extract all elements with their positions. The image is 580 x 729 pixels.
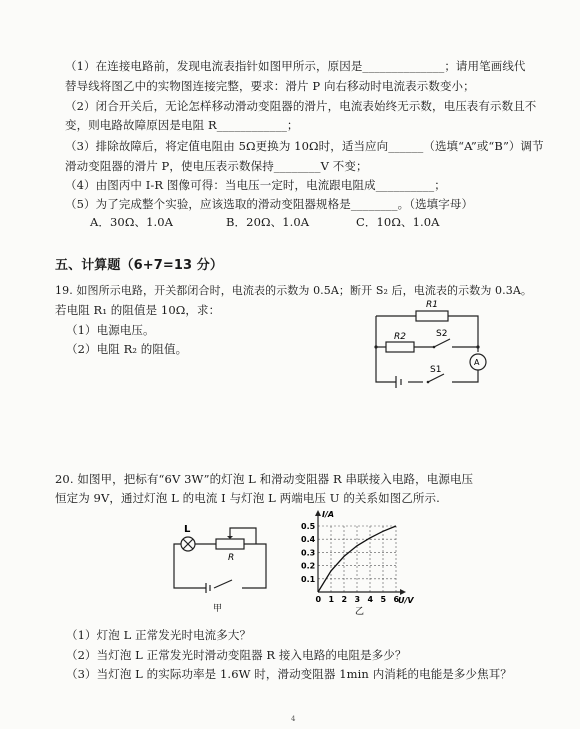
- rheostat: [216, 539, 244, 549]
- y-tick-label: 0.3: [301, 548, 316, 558]
- x-tick-label: 0: [315, 595, 322, 604]
- s2-label: S2: [436, 329, 448, 339]
- q-prev-line-1: （1）在连接电路前，发现电流表指针如图甲所示，原因是______________；请用笔画线代: [65, 59, 526, 73]
- ammeter-label: A: [474, 358, 480, 367]
- jia-switch: [214, 580, 232, 588]
- s1-switch: [428, 374, 444, 382]
- yi-caption: 乙: [355, 607, 365, 617]
- jia-caption: 甲: [213, 604, 223, 614]
- y-tick-label: 0.4: [301, 535, 316, 545]
- option-c: C．10Ω、1.0A: [356, 215, 440, 229]
- x-axis-label: U/V: [398, 596, 414, 605]
- option-a: A．30Ω、1.0A: [90, 215, 174, 229]
- q20-part-2: （2）当灯泡 L 正常发光时滑动变阻器 R 接入电路的电阻是多少？: [66, 648, 407, 662]
- q-prev-line-5: （3）排除故障后，将定值电阻由 5Ω更换为 10Ω时，适当应向______（选填“A”或“B”）调节: [65, 139, 544, 153]
- q19-part-1: （1）电源电压。: [66, 323, 155, 337]
- x-tick-label: 3: [354, 595, 361, 604]
- x-tick-label: 5: [380, 595, 387, 604]
- page-mark: 4: [291, 715, 296, 723]
- q20-part-1: （1）灯泡 L 正常发光时电流多大？: [66, 628, 252, 642]
- q19-line-2: 若电阻 R₁ 的阻值是 10Ω，求：: [55, 303, 221, 317]
- q-prev-line-2: 替导线将图乙中的实物图连接完整，要求：滑片 P 向右移动时电流表示数变小；: [65, 79, 475, 93]
- q19-circuit-diagram: [368, 292, 498, 392]
- section-title: 五、计算题（6+7=13 分）: [55, 258, 223, 273]
- x-tick-label: 1: [328, 595, 335, 604]
- r1-label: R1: [426, 300, 438, 310]
- r1-resistor: [416, 311, 448, 321]
- q20-part-3: （3）当灯泡 L 的实际功率是 1.6W 时，滑动变阻器 1min 内消耗的电能是多少焦耳？: [66, 667, 512, 681]
- s1-label: S1: [430, 365, 442, 375]
- q-prev-line-7: （4）由图丙中 I-R 图像可得：当电压一定时，电流跟电阻成__________；: [65, 178, 446, 192]
- q20-line-2: 恒定为 9V，通过灯泡 L 的电流 I 与灯泡 L 两端电压 U 的关系如图乙所示.: [55, 491, 440, 505]
- r2-resistor: [386, 342, 414, 352]
- s2-switch: [434, 339, 450, 347]
- y-tick-label: 0.2: [301, 561, 316, 571]
- lamp-label: L: [184, 524, 191, 535]
- option-b: B．20Ω、1.0A: [226, 215, 310, 229]
- q19-part-2: （2）电阻 R₂ 的阻值。: [66, 342, 188, 356]
- q20-line-1: 20. 如图甲，把标有“6V 3W”的灯泡 L 和滑动变阻器 R 串联接入电路，电源电压: [55, 472, 474, 486]
- r2-label: R2: [394, 332, 406, 342]
- q-prev-line-6: 滑动变阻器的滑片 P，使电压表示数保持________V 不变；: [65, 159, 368, 173]
- y-axis-label: I/A: [322, 510, 335, 519]
- y-tick-label: 0.5: [301, 522, 316, 531]
- q20-circuit-jia: [170, 516, 280, 616]
- y-tick-label: 0.1: [301, 574, 316, 584]
- rheostat-label: R: [228, 553, 235, 563]
- q-prev-line-3: （2）闭合开关后，无论怎样移动滑动变阻器的滑片，电流表始终无示数，电压表有示数且不: [65, 99, 537, 113]
- x-tick-label: 6: [393, 595, 400, 604]
- x-tick-label: 2: [341, 595, 348, 604]
- q19-line-1: 19. 如图所示电路，开关都闭合时，电流表的示数为 0.5A；断开 S₂ 后，电流表的示数为 0.3A。: [55, 284, 532, 297]
- q20-iu-chart: [300, 508, 425, 618]
- q-prev-line-8: （5）为了完成整个实验，应该选取的滑动变阻器规格是________。（选填字母）: [65, 197, 474, 211]
- q-prev-line-4: 变，则电路故障原因是电阻 R____________；: [65, 118, 299, 132]
- x-tick-label: 4: [367, 595, 374, 604]
